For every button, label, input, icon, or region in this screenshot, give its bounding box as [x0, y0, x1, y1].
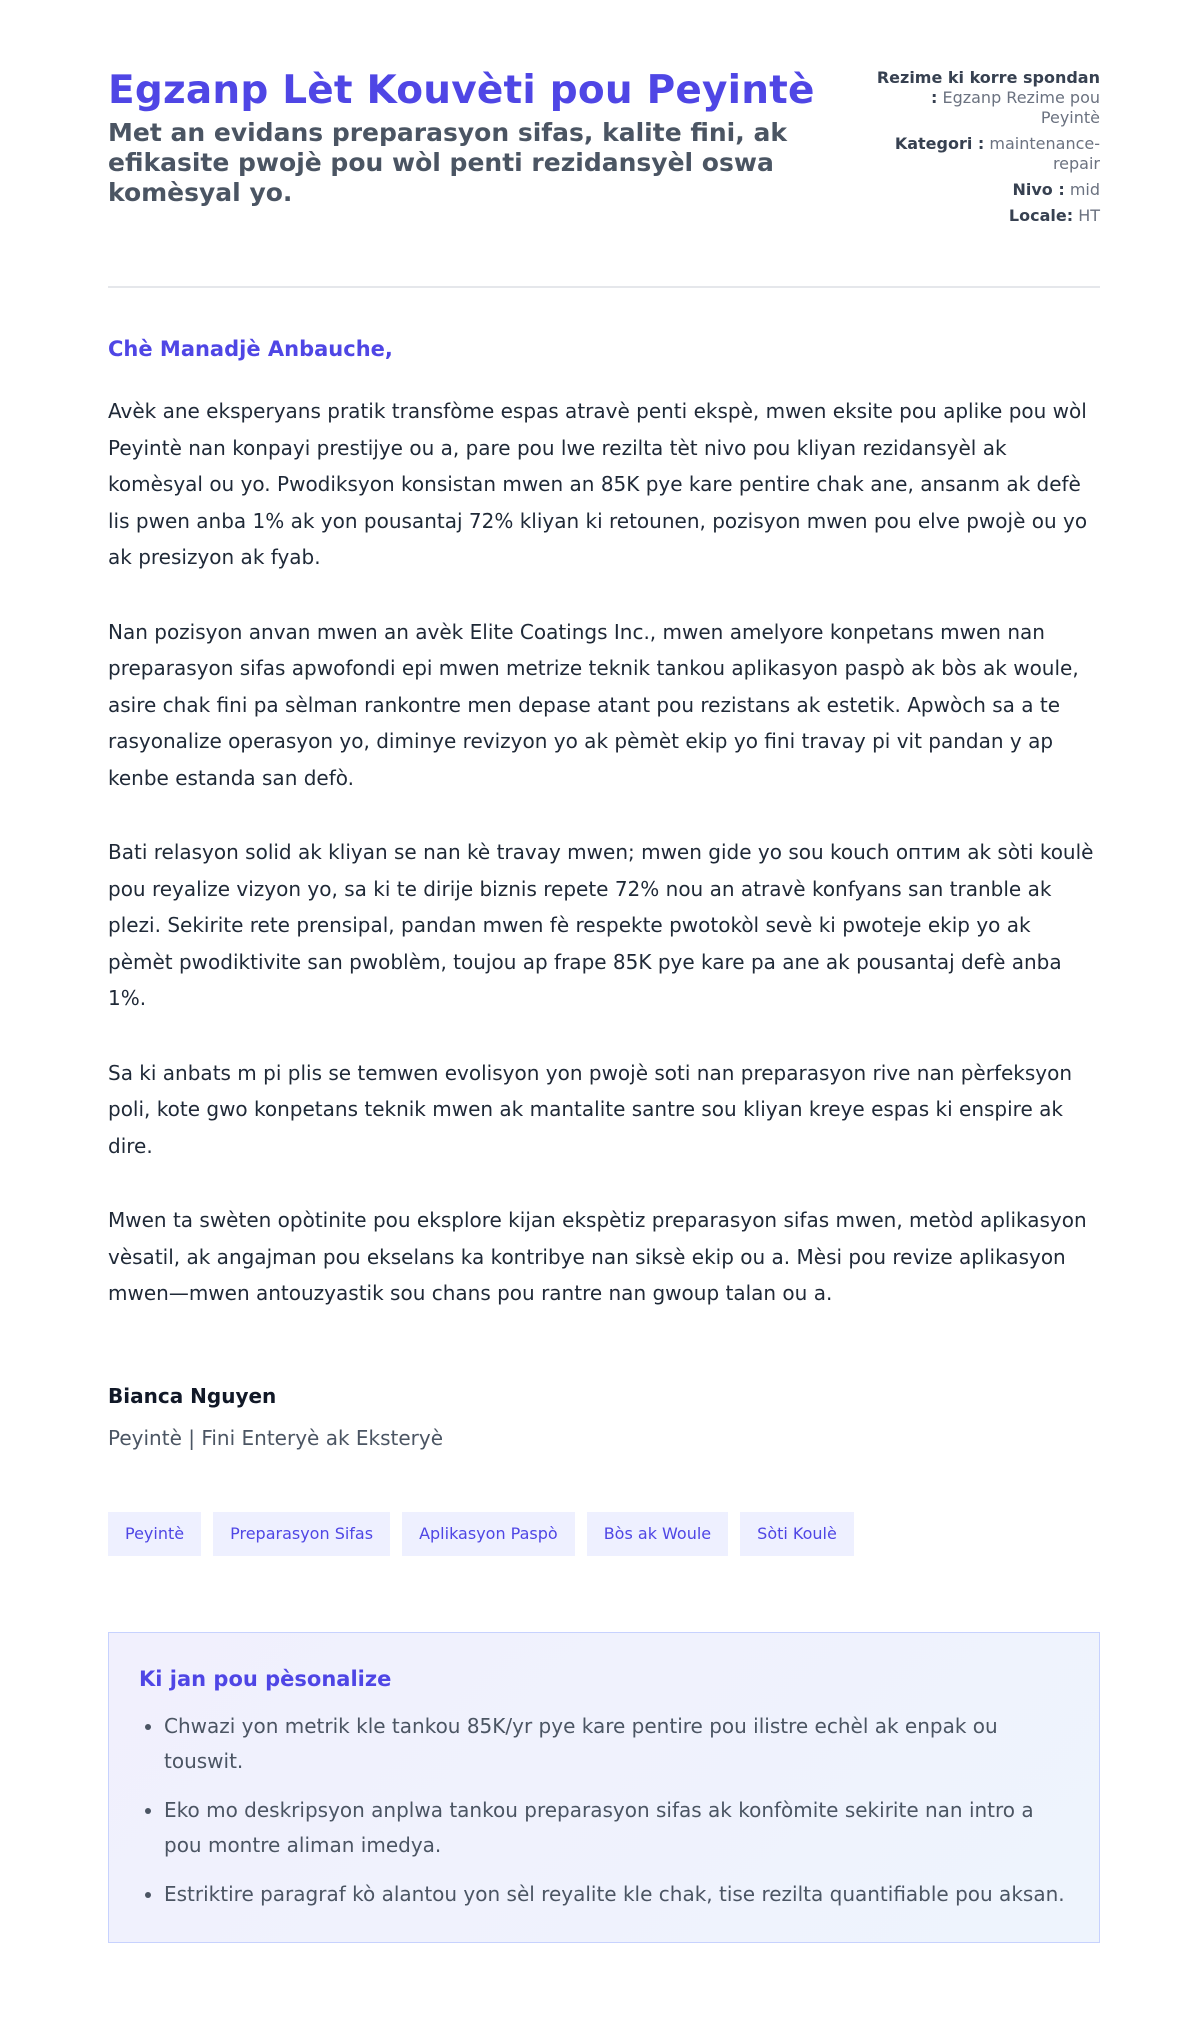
meta-level-label: Nivo : — [1012, 180, 1065, 199]
skill-tag: Sòti Koulè — [740, 1512, 854, 1556]
meta-summary-value: Egzanp Rezime pou Peyintè — [942, 88, 1100, 127]
body-paragraph: Avèk ane eksperyans pratik transfòme espas atravè penti ekspè, mwen eksite pou aplike pou wòl Peyintè nan konpayi prestijye ou a, pare pou lwe rezilta tèt nivo pou kliyan rezidansyèl ak komèsyal ou yo. Pwodiksyon konsistan mwen an 85K pye kare pentire chak ane, ansanm ak defè lis pwen anba 1% ak yon pousantaj 72% kliyan ki retounen, pozisyon mwen pou elve pwojè ou yo ak presizyon ak fyab. — [108, 399, 1088, 569]
meta-locale-value: HT — [1078, 206, 1100, 225]
body-paragraph: Nan pozisyon anvan mwen an avèk Elite Coatings Inc., mwen amelyore konpetans mwen nan preparasyon sifas apwofondi epi mwen metrize teknik tankou aplikasyon paspò ak bòs ak woule, asire chak fini pa sèlman rankontre men depase atant pou rezistans ak estetik. Apwòch sa a te rasyonalize operasyon yo, diminye revizyon yo ak pèmèt ekip yo fini travay pi vit pandan y ap kenbe estanda san defò. — [108, 619, 1079, 790]
header — [108, 66, 1100, 288]
meta-level — [870, 180, 1100, 200]
signature-name: Bianca Nguyen — [108, 1383, 277, 1408]
meta-category-label: Kategori : — [894, 134, 985, 153]
body-paragraph: Sa ki anbats m pi plis se temwen evolisyon yon pwojè soti nan preparasyon rive nan pèrfeksyon poli, kote gwo konpetans teknik mwen ak mantalite santre sou kliyan kreye espas ki enspire ak dire. — [108, 1060, 1073, 1158]
meta-locale — [870, 206, 1100, 226]
tips-list — [139, 1709, 1069, 1913]
tip-item: • Eko mo deskripsyon anplwa tankou preparasyon sifas ak konfòmite sekirite nan intro a pou montre aliman imedya. — [164, 1793, 1069, 1864]
tip-item: • Estriktire paragraf kò alantou yon sèl reyalite kle chak, tise rezilta quantifiable pou aksan. — [164, 1877, 1069, 1913]
tip-item: • Chwazi yon metrik kle tankou 85K/yr pye kare pentire pou ilistre echèl ak enpak ou touswit. — [164, 1709, 1069, 1780]
meta-category — [870, 134, 1100, 174]
meta-panel — [870, 68, 1100, 232]
skill-tags — [108, 1512, 1100, 1556]
title-block — [108, 66, 828, 208]
letter-body — [108, 393, 1100, 1312]
page-title: Egzanp Lèt Kouvèti pou Peyintè — [108, 68, 815, 113]
signature-role: Peyintè | Fini Enteryè ak Eksteryè — [108, 1425, 444, 1450]
meta-summary — [870, 68, 1100, 128]
body-paragraph: Bati relasyon solid ak kliyan se nan kè travay mwen; mwen gide yo sou kouch оптим ak sòti koulè pou reyalize vizyon yo, sa ki te dirije biznis repete 72% nou an atravè konfyans san tranble ak plezi. Sekirite rete prensipal, pandan mwen fè respekte pwotokòl sevè ki pwoteje ekip yo ak pèmèt pwodiktivite san pwoblèm, toujou ap frape 85K pye kare pa ane ak pousantaj defè anba 1%. — [108, 840, 1094, 1010]
page-subtitle: Met an evidans preparasyon sifas, kalite fini, ak efikasite pwojè pou wòl penti rezidansyèl oswa komèsyal yo. — [108, 118, 787, 207]
skill-tag: Preparasyon Sifas — [213, 1512, 390, 1556]
body-paragraph: Mwen ta swèten opòtinite pou eksplore kijan ekspètiz preparasyon sifas mwen, metòd aplikasyon vèsatil, ak angajman pou ekselans ka kontribye nan siksè ekip ou a. Mèsi pou revize aplikasyon mwen—mwen antouzyastik sou chans pou rantre nan gwoup talan ou a. — [108, 1208, 1087, 1305]
tips-title: Ki jan pou pèsonalize — [139, 1666, 392, 1691]
salutation: Chè Manadjè Anbauche, — [108, 337, 393, 361]
skill-tag: Aplikasyon Paspò — [402, 1512, 575, 1556]
meta-locale-label: Locale: — [1008, 206, 1074, 225]
skill-tag: Peyintè — [108, 1512, 201, 1556]
meta-summary-label: Rezime ki korre spondan : — [876, 68, 1100, 107]
meta-category-value: maintenance-repair — [989, 134, 1100, 173]
customization-tips-box — [108, 1632, 1100, 1944]
skill-tag: Bòs ak Woule — [587, 1512, 728, 1556]
meta-level-value: mid — [1069, 180, 1100, 199]
cover-letter-page — [108, 0, 1100, 1943]
